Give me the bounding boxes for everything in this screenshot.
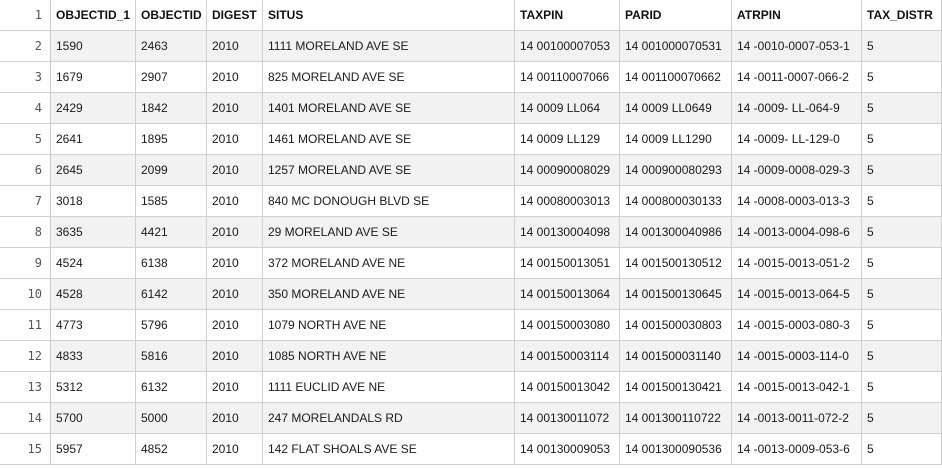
cell-atrpin[interactable]: 14 -0015-0013-051-2 [732,248,862,279]
header-cell-objectid[interactable]: OBJECTID [136,0,207,31]
cell-atrpin[interactable]: 14 -0013-0009-053-6 [732,434,862,465]
cell-atrpin[interactable]: 14 -0015-0013-064-5 [732,279,862,310]
cell-objectid[interactable]: 1895 [136,124,207,155]
cell-objectid-1[interactable]: 1590 [51,31,136,62]
cell-situs[interactable]: 1079 NORTH AVE NE [263,310,515,341]
cell-tax-distr[interactable]: 5 [862,217,942,248]
cell-objectid[interactable]: 4421 [136,217,207,248]
cell-tax-distr[interactable]: 5 [862,403,942,434]
cell-parid[interactable]: 14 001300040986 [620,217,732,248]
cell-digest[interactable]: 2010 [207,341,263,372]
cell-taxpin[interactable]: 14 00130011072 [515,403,620,434]
cell-parid[interactable]: 14 0009 LL0649 [620,93,732,124]
cell-taxpin[interactable]: 14 00100007053 [515,31,620,62]
cell-parid[interactable]: 14 001500030803 [620,310,732,341]
cell-atrpin[interactable]: 14 -0009- LL-129-0 [732,124,862,155]
cell-taxpin[interactable]: 14 00150003114 [515,341,620,372]
cell-situs[interactable]: 350 MORELAND AVE NE [263,279,515,310]
cell-parid[interactable]: 14 000800030133 [620,186,732,217]
cell-digest[interactable]: 2010 [207,31,263,62]
cell-taxpin[interactable]: 14 0009 LL064 [515,93,620,124]
cell-taxpin[interactable]: 14 00150013051 [515,248,620,279]
cell-taxpin[interactable]: 14 00080003013 [515,186,620,217]
cell-tax-distr[interactable]: 5 [862,62,942,93]
cell-parid[interactable]: 14 001500130512 [620,248,732,279]
cell-atrpin[interactable]: 14 -0008-0003-013-3 [732,186,862,217]
cell-objectid-1[interactable]: 5957 [51,434,136,465]
cell-digest[interactable]: 2010 [207,93,263,124]
cell-objectid[interactable]: 2099 [136,155,207,186]
header-cell-atrpin[interactable]: ATRPIN [732,0,862,31]
cell-atrpin[interactable]: 14 -0015-0003-114-0 [732,341,862,372]
cell-objectid[interactable]: 6142 [136,279,207,310]
cell-digest[interactable]: 2010 [207,248,263,279]
cell-digest[interactable]: 2010 [207,186,263,217]
row-number[interactable]: 9 [0,248,51,279]
cell-situs[interactable]: 825 MORELAND AVE SE [263,62,515,93]
cell-situs[interactable]: 142 FLAT SHOALS AVE SE [263,434,515,465]
cell-tax-distr[interactable]: 5 [862,31,942,62]
cell-situs[interactable]: 1085 NORTH AVE NE [263,341,515,372]
cell-parid[interactable]: 14 001500031140 [620,341,732,372]
cell-taxpin[interactable]: 14 00150003080 [515,310,620,341]
cell-situs[interactable]: 29 MORELAND AVE SE [263,217,515,248]
cell-objectid-1[interactable]: 5312 [51,372,136,403]
header-cell-situs[interactable]: SITUS [263,0,515,31]
cell-parid[interactable]: 14 001000070531 [620,31,732,62]
cell-atrpin[interactable]: 14 -0010-0007-053-1 [732,31,862,62]
cell-taxpin[interactable]: 14 0009 LL129 [515,124,620,155]
cell-situs[interactable]: 1461 MORELAND AVE SE [263,124,515,155]
cell-taxpin[interactable]: 14 00150013042 [515,372,620,403]
cell-objectid[interactable]: 5000 [136,403,207,434]
row-number[interactable]: 10 [0,279,51,310]
cell-digest[interactable]: 2010 [207,372,263,403]
cell-atrpin[interactable]: 14 -0015-0013-042-1 [732,372,862,403]
cell-atrpin[interactable]: 14 -0015-0003-080-3 [732,310,862,341]
cell-tax-distr[interactable]: 5 [862,372,942,403]
cell-objectid-1[interactable]: 2645 [51,155,136,186]
cell-atrpin[interactable]: 14 -0009- LL-064-9 [732,93,862,124]
cell-situs[interactable]: 1111 EUCLID AVE NE [263,372,515,403]
cell-digest[interactable]: 2010 [207,310,263,341]
cell-atrpin[interactable]: 14 -0013-0004-098-6 [732,217,862,248]
cell-objectid-1[interactable]: 3635 [51,217,136,248]
cell-objectid[interactable]: 6132 [136,372,207,403]
row-number[interactable]: 1 [0,0,51,31]
header-cell-taxpin[interactable]: TAXPIN [515,0,620,31]
row-number[interactable]: 12 [0,341,51,372]
cell-atrpin[interactable]: 14 -0013-0011-072-2 [732,403,862,434]
cell-atrpin[interactable]: 14 -0009-0008-029-3 [732,155,862,186]
cell-parid[interactable]: 14 0009 LL1290 [620,124,732,155]
row-number[interactable]: 5 [0,124,51,155]
cell-parid[interactable]: 14 001500130421 [620,372,732,403]
cell-objectid-1[interactable]: 1679 [51,62,136,93]
row-number[interactable]: 2 [0,31,51,62]
cell-objectid-1[interactable]: 4773 [51,310,136,341]
cell-parid[interactable]: 14 001300090536 [620,434,732,465]
cell-objectid[interactable]: 1842 [136,93,207,124]
cell-digest[interactable]: 2010 [207,124,263,155]
row-number[interactable]: 13 [0,372,51,403]
row-number[interactable]: 7 [0,186,51,217]
cell-taxpin[interactable]: 14 00130004098 [515,217,620,248]
cell-tax-distr[interactable]: 5 [862,186,942,217]
cell-digest[interactable]: 2010 [207,403,263,434]
cell-objectid-1[interactable]: 4833 [51,341,136,372]
cell-objectid-1[interactable]: 4528 [51,279,136,310]
cell-taxpin[interactable]: 14 00130009053 [515,434,620,465]
cell-situs[interactable]: 1111 MORELAND AVE SE [263,31,515,62]
row-number[interactable]: 15 [0,434,51,465]
cell-taxpin[interactable]: 14 00110007066 [515,62,620,93]
cell-tax-distr[interactable]: 5 [862,155,942,186]
cell-tax-distr[interactable]: 5 [862,248,942,279]
cell-taxpin[interactable]: 14 00090008029 [515,155,620,186]
cell-tax-distr[interactable]: 5 [862,93,942,124]
cell-objectid[interactable]: 5816 [136,341,207,372]
cell-objectid[interactable]: 4852 [136,434,207,465]
header-cell-parid[interactable]: PARID [620,0,732,31]
cell-objectid-1[interactable]: 4524 [51,248,136,279]
cell-objectid-1[interactable]: 3018 [51,186,136,217]
cell-objectid-1[interactable]: 5700 [51,403,136,434]
cell-digest[interactable]: 2010 [207,279,263,310]
cell-situs[interactable]: 372 MORELAND AVE NE [263,248,515,279]
cell-parid[interactable]: 14 000900080293 [620,155,732,186]
cell-parid[interactable]: 14 001500130645 [620,279,732,310]
cell-tax-distr[interactable]: 5 [862,310,942,341]
header-cell-digest[interactable]: DIGEST [207,0,263,31]
cell-parid[interactable]: 14 001300110722 [620,403,732,434]
cell-tax-distr[interactable]: 5 [862,124,942,155]
cell-tax-distr[interactable]: 5 [862,341,942,372]
header-cell-tax-distr[interactable]: TAX_DISTR [862,0,942,31]
cell-objectid[interactable]: 6138 [136,248,207,279]
cell-parid[interactable]: 14 001100070662 [620,62,732,93]
header-cell-objectid-1[interactable]: OBJECTID_1 [51,0,136,31]
cell-taxpin[interactable]: 14 00150013064 [515,279,620,310]
cell-objectid[interactable]: 2907 [136,62,207,93]
cell-tax-distr[interactable]: 5 [862,279,942,310]
cell-objectid-1[interactable]: 2641 [51,124,136,155]
row-number[interactable]: 4 [0,93,51,124]
row-number[interactable]: 11 [0,310,51,341]
cell-objectid-1[interactable]: 2429 [51,93,136,124]
cell-digest[interactable]: 2010 [207,62,263,93]
cell-digest[interactable]: 2010 [207,155,263,186]
cell-digest[interactable]: 2010 [207,434,263,465]
cell-atrpin[interactable]: 14 -0011-0007-066-2 [732,62,862,93]
row-number[interactable]: 14 [0,403,51,434]
cell-objectid[interactable]: 5796 [136,310,207,341]
row-number[interactable]: 6 [0,155,51,186]
cell-situs[interactable]: 1257 MORELAND AVE SE [263,155,515,186]
cell-objectid[interactable]: 1585 [136,186,207,217]
cell-tax-distr[interactable]: 5 [862,434,942,465]
row-number[interactable]: 8 [0,217,51,248]
row-number[interactable]: 3 [0,62,51,93]
cell-situs[interactable]: 1401 MORELAND AVE SE [263,93,515,124]
cell-situs[interactable]: 247 MORELANDALS RD [263,403,515,434]
cell-objectid[interactable]: 2463 [136,31,207,62]
cell-situs[interactable]: 840 MC DONOUGH BLVD SE [263,186,515,217]
cell-digest[interactable]: 2010 [207,217,263,248]
